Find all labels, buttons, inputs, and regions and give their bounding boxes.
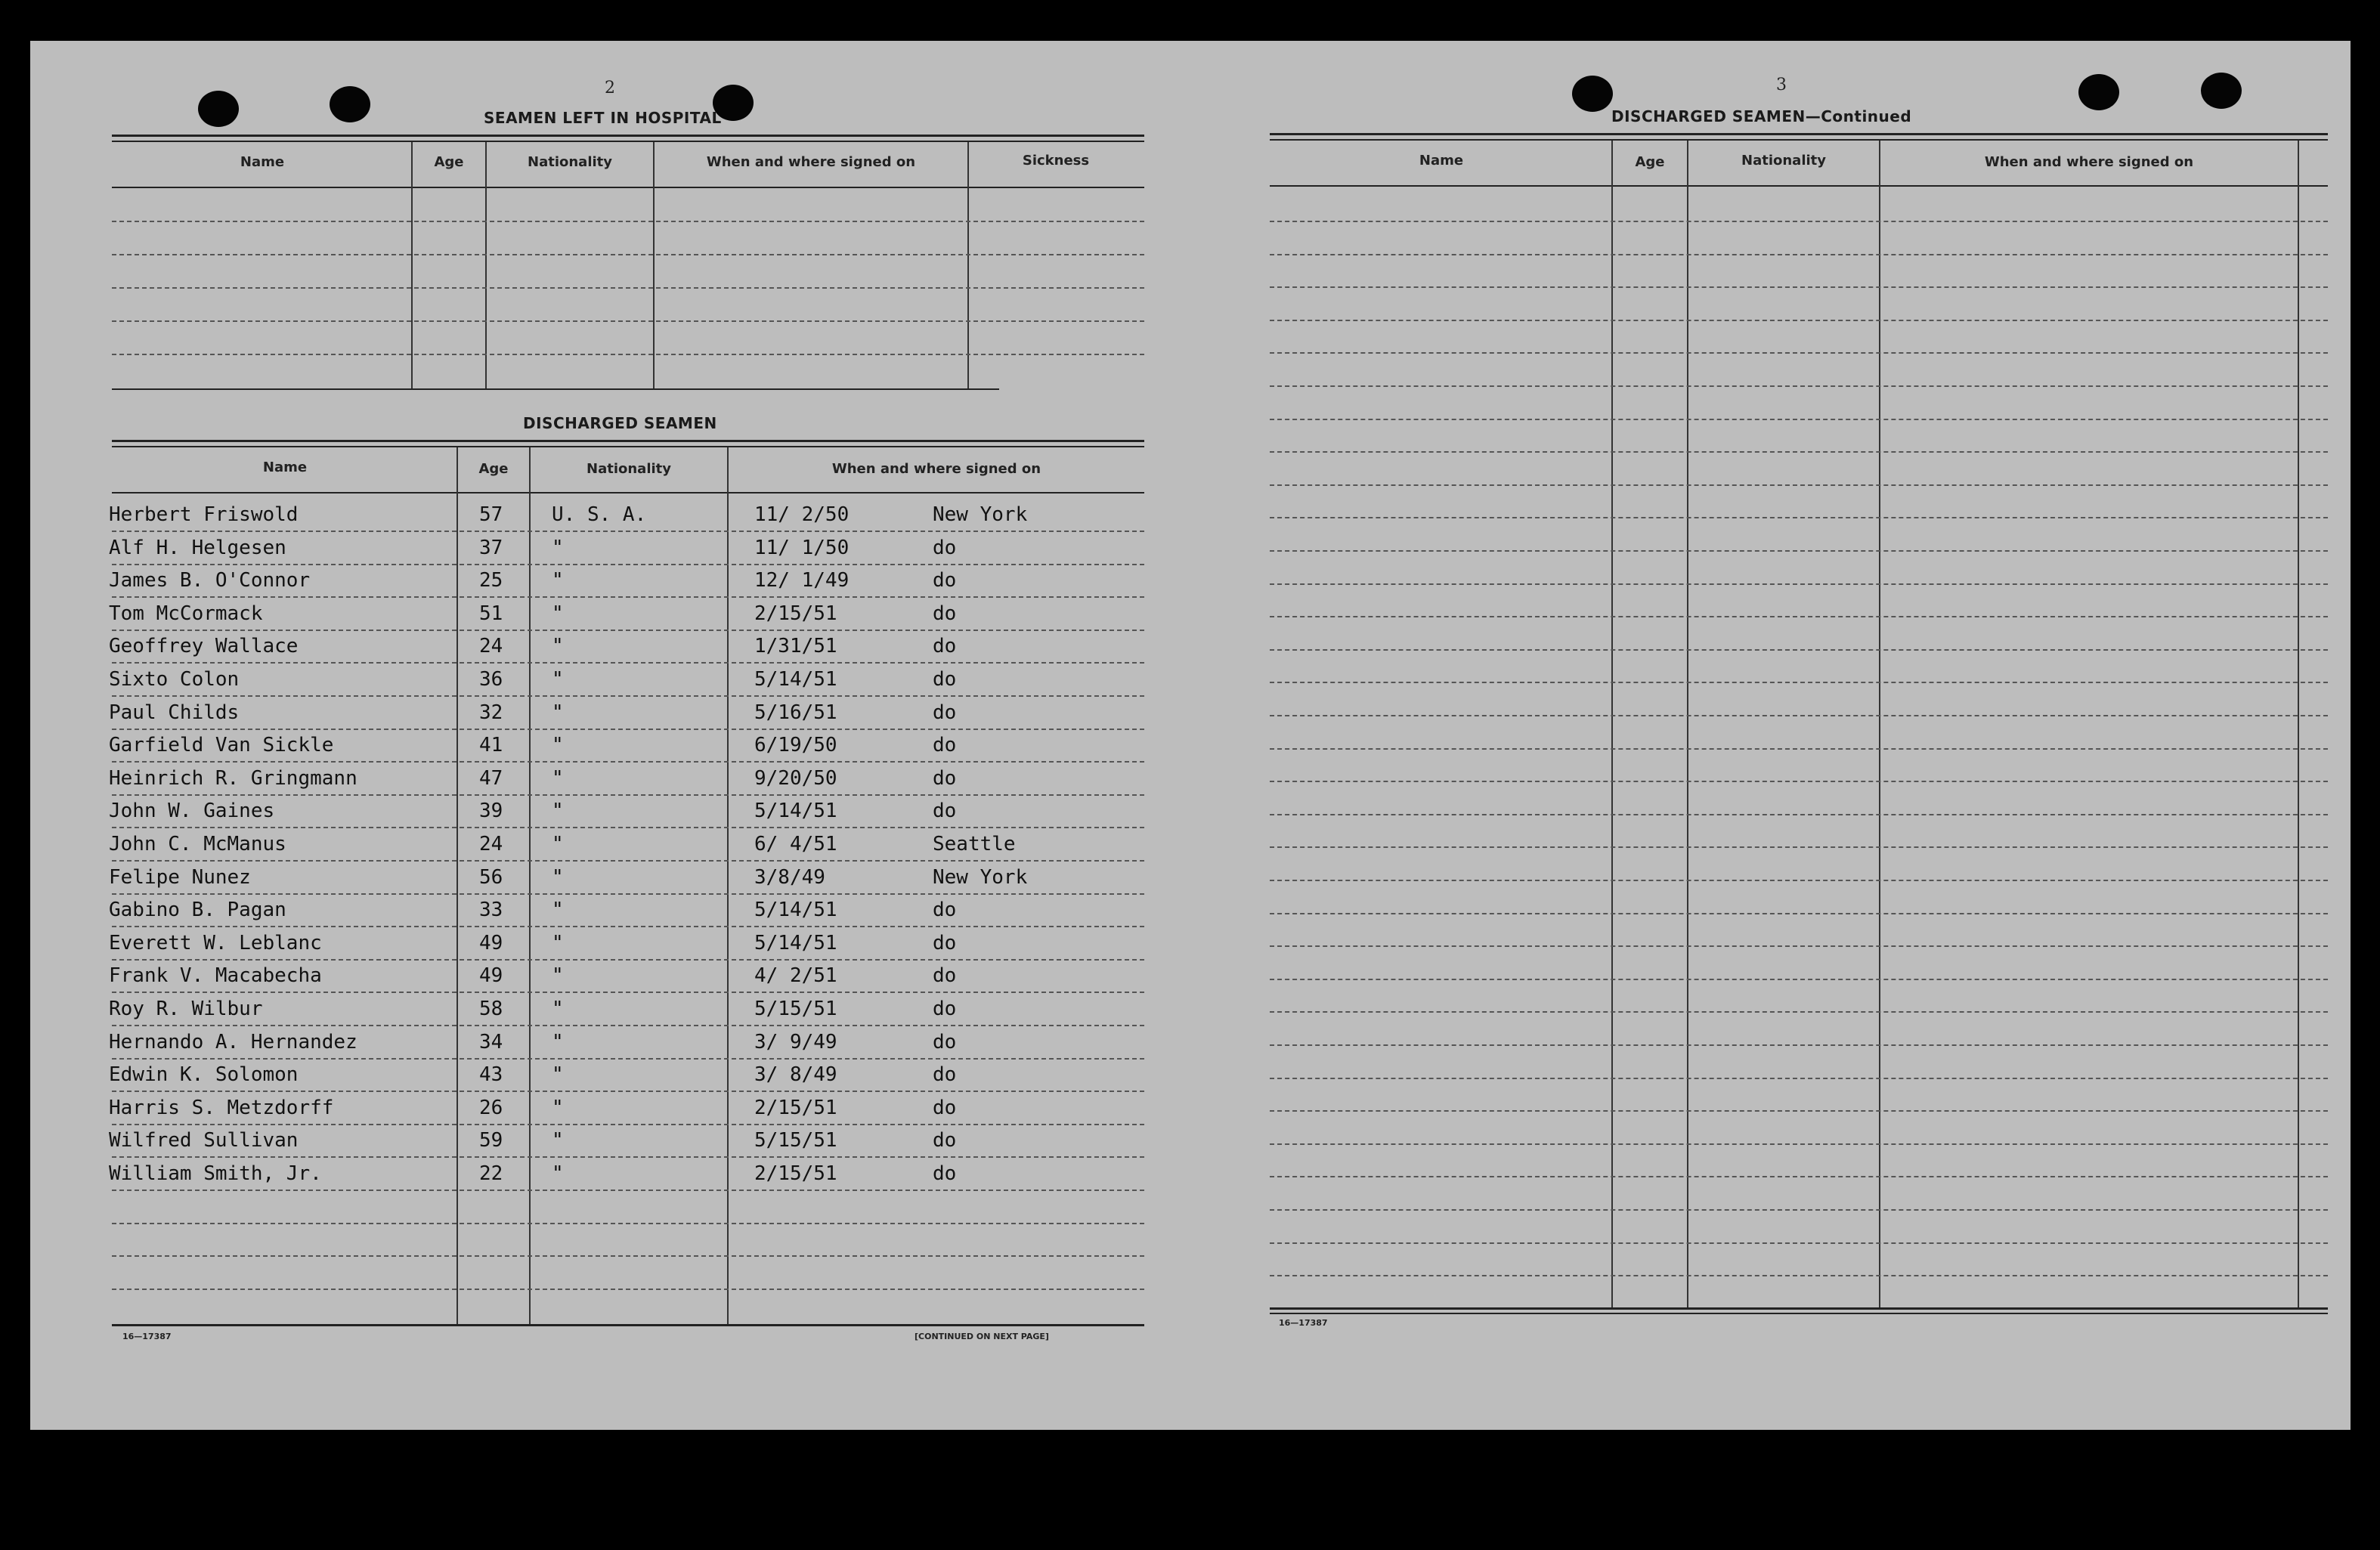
signed-on-date: 2/15/51 <box>754 1097 837 1119</box>
seaman-name: Frank V. Macabecha <box>109 964 322 987</box>
signed-on-date: 4/ 2/51 <box>754 964 837 987</box>
signed-on-place: do <box>933 800 957 822</box>
seaman-name: Geoffrey Wallace <box>109 635 299 657</box>
discharged-col-signed-on: When and where signed on <box>831 461 1041 477</box>
seaman-age: 57 <box>479 503 503 526</box>
signed-on-date: 5/15/51 <box>754 998 837 1020</box>
seaman-age: 39 <box>479 800 503 822</box>
seaman-age: 26 <box>479 1097 503 1119</box>
form-number-right: 16—17387 <box>1279 1318 1328 1328</box>
punch-hole <box>198 91 239 127</box>
document-sheet <box>30 41 2351 1430</box>
signed-on-place: do <box>933 635 957 657</box>
seaman-name: Gabino B. Pagan <box>109 899 286 921</box>
discharged-col-name: Name <box>262 459 308 475</box>
page-number-right: 3 <box>1776 76 1787 94</box>
discharged-continued-title: DISCHARGED SEAMEN—Continued <box>1611 107 1912 125</box>
hospital-col-sickness: Sickness <box>1022 153 1090 169</box>
seaman-age: 47 <box>479 767 503 790</box>
seaman-name: Sixto Colon <box>109 668 240 691</box>
seaman-age: 36 <box>479 668 503 691</box>
signed-on-date: 5/15/51 <box>754 1129 837 1152</box>
punch-hole <box>1572 76 1613 112</box>
seaman-name: Paul Childs <box>109 701 240 724</box>
seaman-age: 24 <box>479 635 503 657</box>
signed-on-place: do <box>933 734 957 756</box>
discharged-col-nationality: Nationality <box>586 461 671 477</box>
seaman-age: 43 <box>479 1063 503 1086</box>
seaman-nationality: " <box>552 668 564 691</box>
signed-on-place: do <box>933 1063 957 1086</box>
seaman-age: 25 <box>479 569 503 592</box>
seaman-name: Herbert Friswold <box>109 503 299 526</box>
seaman-nationality: " <box>552 1162 564 1185</box>
seaman-age: 22 <box>479 1162 503 1185</box>
signed-on-date: 5/16/51 <box>754 701 837 724</box>
signed-on-place: do <box>933 701 957 724</box>
seaman-age: 32 <box>479 701 503 724</box>
seaman-name: Garfield Van Sickle <box>109 734 334 756</box>
seaman-name: William Smith, Jr. <box>109 1162 322 1185</box>
seaman-name: Wilfred Sullivan <box>109 1129 299 1152</box>
signed-on-date: 5/14/51 <box>754 899 837 921</box>
discharged-col-age: Age <box>478 461 509 477</box>
continued-col-nationality: Nationality <box>1741 153 1826 169</box>
signed-on-date: 11/ 2/50 <box>754 503 850 526</box>
signed-on-place: do <box>933 998 957 1020</box>
signed-on-date: 2/15/51 <box>754 1162 837 1185</box>
signed-on-date: 5/14/51 <box>754 800 837 822</box>
continued-col-age: Age <box>1635 154 1665 170</box>
signed-on-place: do <box>933 1129 957 1152</box>
signed-on-date: 1/31/51 <box>754 635 837 657</box>
signed-on-place: do <box>933 964 957 987</box>
seaman-name: Edwin K. Solomon <box>109 1063 299 1086</box>
continued-note: [CONTINUED ON NEXT PAGE] <box>915 1332 1049 1341</box>
page-number-left: 2 <box>605 79 615 97</box>
seaman-nationality: " <box>552 635 564 657</box>
signed-on-date: 3/ 8/49 <box>754 1063 837 1086</box>
signed-on-date: 6/19/50 <box>754 734 837 756</box>
seaman-age: 33 <box>479 899 503 921</box>
hospital-col-name: Name <box>240 154 285 170</box>
seaman-name: Everett W. Leblanc <box>109 932 322 954</box>
seaman-nationality: " <box>552 1129 564 1152</box>
seaman-age: 24 <box>479 833 503 855</box>
signed-on-place: do <box>933 767 957 790</box>
seaman-name: Harris S. Metzdorff <box>109 1097 334 1119</box>
signed-on-place: do <box>933 1097 957 1119</box>
signed-on-place: New York <box>933 503 1028 526</box>
seaman-name: John C. McManus <box>109 833 286 855</box>
signed-on-place: do <box>933 1031 957 1053</box>
seaman-nationality: " <box>552 833 564 855</box>
seaman-nationality: " <box>552 866 564 889</box>
seaman-age: 51 <box>479 602 503 625</box>
seaman-nationality: " <box>552 569 564 592</box>
continued-col-signed-on: When and where signed on <box>1984 154 2194 170</box>
signed-on-place: do <box>933 569 957 592</box>
signed-on-place: New York <box>933 866 1028 889</box>
seaman-name: Felipe Nunez <box>109 866 251 889</box>
seaman-nationality: U. S. A. <box>552 503 647 526</box>
signed-on-place: do <box>933 537 957 559</box>
seaman-nationality: " <box>552 1031 564 1053</box>
seaman-age: 49 <box>479 932 503 954</box>
seaman-nationality: " <box>552 998 564 1020</box>
seaman-nationality: " <box>552 602 564 625</box>
signed-on-date: 9/20/50 <box>754 767 837 790</box>
signed-on-place: do <box>933 668 957 691</box>
seaman-age: 58 <box>479 998 503 1020</box>
seaman-age: 37 <box>479 537 503 559</box>
seaman-nationality: " <box>552 1097 564 1119</box>
seaman-name: Tom McCormack <box>109 602 263 625</box>
signed-on-place: Seattle <box>933 833 1016 855</box>
punch-hole <box>2201 73 2242 109</box>
discharged-section-title: DISCHARGED SEAMEN <box>523 414 717 432</box>
signed-on-place: do <box>933 1162 957 1185</box>
hospital-col-age: Age <box>434 154 464 170</box>
signed-on-date: 5/14/51 <box>754 932 837 954</box>
seaman-age: 59 <box>479 1129 503 1152</box>
seaman-nationality: " <box>552 1063 564 1086</box>
seaman-name: Heinrich R. Gringmann <box>109 767 357 790</box>
signed-on-date: 5/14/51 <box>754 668 837 691</box>
seaman-nationality: " <box>552 932 564 954</box>
seaman-name: Alf H. Helgesen <box>109 537 286 559</box>
seaman-age: 34 <box>479 1031 503 1053</box>
seaman-nationality: " <box>552 800 564 822</box>
seaman-name: James B. O'Connor <box>109 569 311 592</box>
seaman-name: John W. Gaines <box>109 800 275 822</box>
seaman-name: Roy R. Wilbur <box>109 998 263 1020</box>
seaman-age: 49 <box>479 964 503 987</box>
signed-on-date: 3/ 9/49 <box>754 1031 837 1053</box>
seaman-nationality: " <box>552 537 564 559</box>
signed-on-date: 12/ 1/49 <box>754 569 850 592</box>
signed-on-place: do <box>933 602 957 625</box>
signed-on-place: do <box>933 899 957 921</box>
seaman-nationality: " <box>552 964 564 987</box>
punch-hole <box>2078 74 2119 110</box>
signed-on-place: do <box>933 932 957 954</box>
form-number-left: 16—17387 <box>122 1332 172 1341</box>
seaman-nationality: " <box>552 734 564 756</box>
signed-on-date: 6/ 4/51 <box>754 833 837 855</box>
seaman-name: Hernando A. Hernandez <box>109 1031 357 1053</box>
seaman-age: 56 <box>479 866 503 889</box>
seaman-nationality: " <box>552 899 564 921</box>
seaman-nationality: " <box>552 701 564 724</box>
seaman-nationality: " <box>552 767 564 790</box>
continued-col-name: Name <box>1419 153 1464 169</box>
hospital-col-signed-on: When and where signed on <box>706 154 916 170</box>
seaman-age: 41 <box>479 734 503 756</box>
signed-on-date: 2/15/51 <box>754 602 837 625</box>
signed-on-date: 11/ 1/50 <box>754 537 850 559</box>
signed-on-date: 3/8/49 <box>754 866 825 889</box>
hospital-col-nationality: Nationality <box>528 154 612 170</box>
hospital-section-title: SEAMEN LEFT IN HOSPITAL <box>484 109 722 127</box>
punch-hole <box>330 86 370 122</box>
